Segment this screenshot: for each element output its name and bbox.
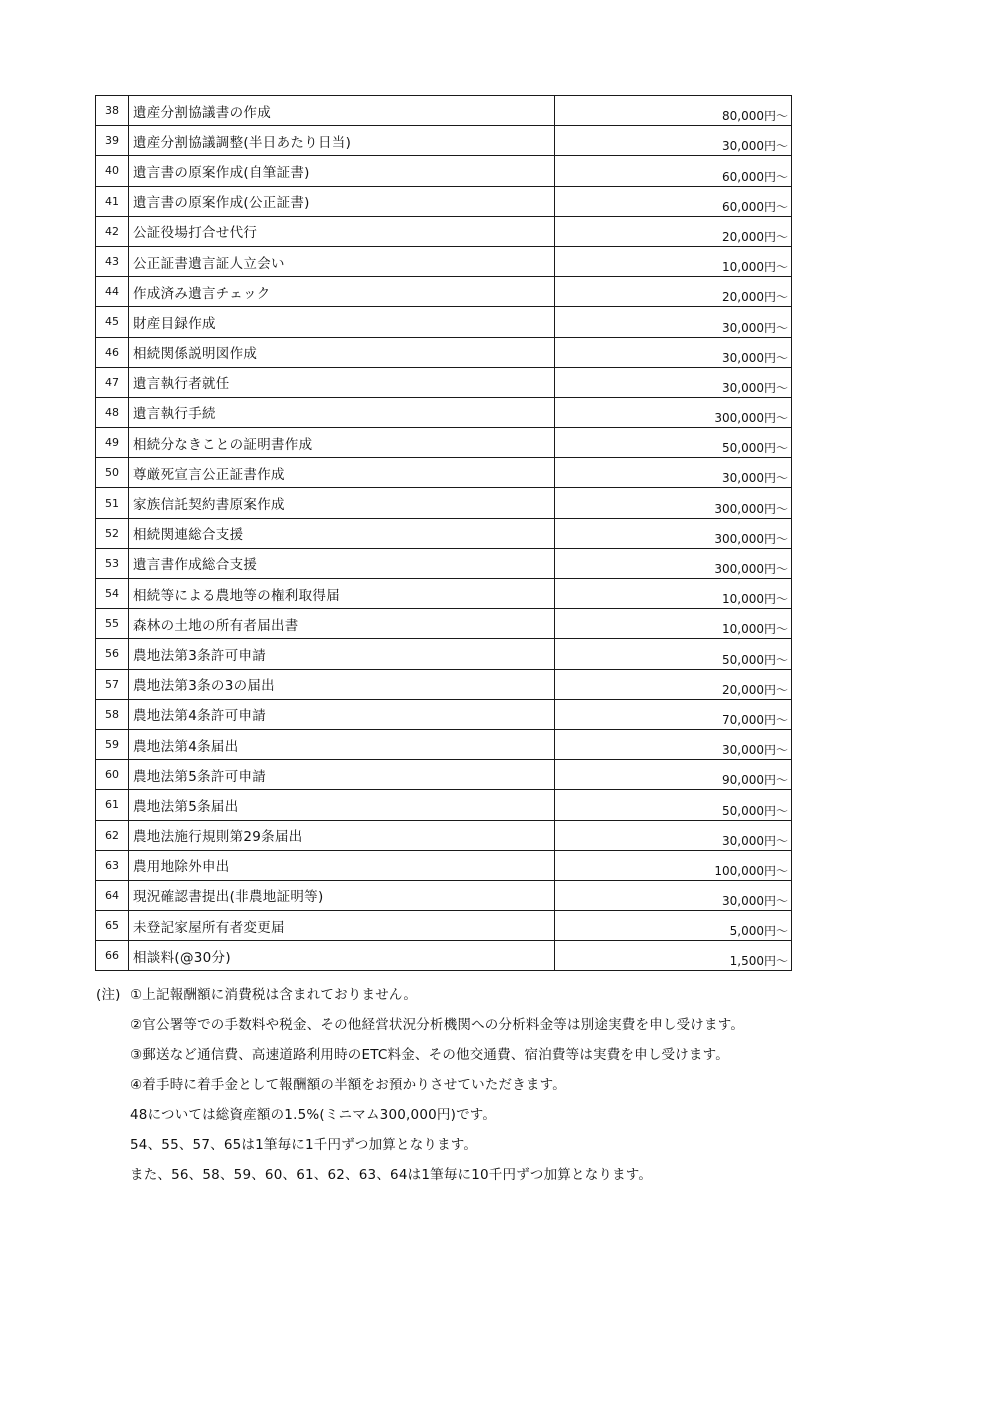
service-price: 90,000円～ bbox=[555, 760, 792, 790]
table-row bbox=[96, 307, 792, 337]
service-price: 10,000円～ bbox=[555, 609, 792, 639]
note-line: また、56、58、59、60、61、62、63、64は1筆毎に10千円ずつ加算となります。 bbox=[130, 1167, 653, 1183]
note-line: ③郵送など通信費、高速道路利用時のETC料金、その他交通費、宿泊費等は実費を申し受けます。 bbox=[130, 1047, 729, 1063]
table-row bbox=[96, 216, 792, 246]
service-price: 20,000円～ bbox=[555, 277, 792, 307]
service-price: 50,000円～ bbox=[555, 639, 792, 669]
table-row bbox=[96, 126, 792, 156]
row-number: 57 bbox=[96, 669, 129, 699]
table-row bbox=[96, 488, 792, 518]
note-line: 48については総資産額の1.5%(ミニマム300,000円)です。 bbox=[130, 1107, 497, 1123]
table-row bbox=[96, 186, 792, 216]
service-price: 30,000円～ bbox=[555, 126, 792, 156]
fee-table-body bbox=[96, 96, 792, 971]
row-number: 61 bbox=[96, 790, 129, 820]
table-row bbox=[96, 397, 792, 427]
table-row bbox=[96, 156, 792, 186]
service-price: 10,000円～ bbox=[555, 579, 792, 609]
service-price: 30,000円～ bbox=[555, 367, 792, 397]
row-number: 38 bbox=[96, 96, 129, 126]
service-name: 公証役場打合せ代行 bbox=[129, 216, 555, 246]
service-price: 300,000円～ bbox=[555, 397, 792, 427]
table-row bbox=[96, 246, 792, 276]
service-name: 財産目録作成 bbox=[129, 307, 555, 337]
service-name: 農地法第5条許可申請 bbox=[129, 760, 555, 790]
service-price: 30,000円～ bbox=[555, 458, 792, 488]
service-name: 公正証書遺言証人立会い bbox=[129, 246, 555, 276]
row-number: 53 bbox=[96, 548, 129, 578]
service-name: 遺言書作成総合支援 bbox=[129, 548, 555, 578]
row-number: 49 bbox=[96, 428, 129, 458]
row-number: 45 bbox=[96, 307, 129, 337]
service-name: 農地法施行規則第29条届出 bbox=[129, 820, 555, 850]
service-price: 5,000円～ bbox=[555, 911, 792, 941]
service-name: 遺言書の原案作成(自筆証書) bbox=[129, 156, 555, 186]
row-number: 64 bbox=[96, 880, 129, 910]
service-name: 相続関係説明図作成 bbox=[129, 337, 555, 367]
table-row bbox=[96, 911, 792, 941]
note-line bbox=[96, 980, 956, 1010]
service-name: 農地法第3条許可申請 bbox=[129, 639, 555, 669]
table-row bbox=[96, 518, 792, 548]
service-price: 300,000円～ bbox=[555, 548, 792, 578]
row-number: 52 bbox=[96, 518, 129, 548]
table-row bbox=[96, 760, 792, 790]
table-row bbox=[96, 880, 792, 910]
notes-section bbox=[96, 980, 956, 1190]
service-price: 20,000円～ bbox=[555, 216, 792, 246]
service-name: 相談料(@30分) bbox=[129, 941, 555, 971]
service-name: 森林の土地の所有者届出書 bbox=[129, 609, 555, 639]
row-number: 47 bbox=[96, 367, 129, 397]
table-row bbox=[96, 428, 792, 458]
service-price: 30,000円～ bbox=[555, 820, 792, 850]
table-row bbox=[96, 579, 792, 609]
service-name: 農地法第4条許可申請 bbox=[129, 699, 555, 729]
service-price: 100,000円～ bbox=[555, 850, 792, 880]
note-line: ②官公署等での手数料や税金、その他経営状況分析機関への分析料金等は別途実費を申し受けます。 bbox=[130, 1017, 745, 1033]
note-line: ④着手時に着手金として報酬額の半額をお預かりさせていただきます。 bbox=[130, 1077, 566, 1093]
service-name: 尊厳死宣言公正証書作成 bbox=[129, 458, 555, 488]
row-number: 60 bbox=[96, 760, 129, 790]
row-number: 66 bbox=[96, 941, 129, 971]
service-name: 遺言執行手続 bbox=[129, 397, 555, 427]
table-row bbox=[96, 850, 792, 880]
table-row bbox=[96, 277, 792, 307]
table-row bbox=[96, 367, 792, 397]
service-price: 300,000円～ bbox=[555, 488, 792, 518]
table-row bbox=[96, 669, 792, 699]
service-price: 30,000円～ bbox=[555, 307, 792, 337]
table-row bbox=[96, 820, 792, 850]
row-number: 43 bbox=[96, 246, 129, 276]
service-price: 80,000円～ bbox=[555, 96, 792, 126]
table-row bbox=[96, 548, 792, 578]
service-name: 現況確認書提出(非農地証明等) bbox=[129, 880, 555, 910]
service-price: 30,000円～ bbox=[555, 337, 792, 367]
table-row bbox=[96, 609, 792, 639]
service-price: 50,000円～ bbox=[555, 790, 792, 820]
row-number: 44 bbox=[96, 277, 129, 307]
row-number: 50 bbox=[96, 458, 129, 488]
service-name: 遺産分割協議書の作成 bbox=[129, 96, 555, 126]
table-row bbox=[96, 790, 792, 820]
service-name: 未登記家屋所有者変更届 bbox=[129, 911, 555, 941]
service-name: 家族信託契約書原案作成 bbox=[129, 488, 555, 518]
service-price: 10,000円～ bbox=[555, 246, 792, 276]
service-name: 農地法第3条の3の届出 bbox=[129, 669, 555, 699]
service-price: 70,000円～ bbox=[555, 699, 792, 729]
row-number: 42 bbox=[96, 216, 129, 246]
service-price: 20,000円～ bbox=[555, 669, 792, 699]
service-name: 農地法第5条届出 bbox=[129, 790, 555, 820]
service-name: 遺言執行者就任 bbox=[129, 367, 555, 397]
service-price: 300,000円～ bbox=[555, 518, 792, 548]
row-number: 40 bbox=[96, 156, 129, 186]
service-price: 30,000円～ bbox=[555, 880, 792, 910]
table-row bbox=[96, 458, 792, 488]
service-name: 相続関連総合支援 bbox=[129, 518, 555, 548]
row-number: 55 bbox=[96, 609, 129, 639]
service-name: 遺産分割協議調整(半日あたり日当) bbox=[129, 126, 555, 156]
table-row bbox=[96, 729, 792, 759]
service-name: 作成済み遺言チェック bbox=[129, 277, 555, 307]
row-number: 63 bbox=[96, 850, 129, 880]
fee-table bbox=[95, 95, 792, 971]
row-number: 39 bbox=[96, 126, 129, 156]
service-price: 30,000円～ bbox=[555, 729, 792, 759]
table-row bbox=[96, 337, 792, 367]
note-text: ①上記報酬額に消費税は含まれておりません。 bbox=[130, 987, 418, 1003]
row-number: 46 bbox=[96, 337, 129, 367]
row-number: 54 bbox=[96, 579, 129, 609]
note-line: 54、55、57、65は1筆毎に1千円ずつ加算となります。 bbox=[130, 1137, 478, 1153]
service-price: 60,000円～ bbox=[555, 186, 792, 216]
table-row bbox=[96, 699, 792, 729]
row-number: 56 bbox=[96, 639, 129, 669]
table-row bbox=[96, 639, 792, 669]
row-number: 51 bbox=[96, 488, 129, 518]
table-row bbox=[96, 96, 792, 126]
service-name: 農地法第4条届出 bbox=[129, 729, 555, 759]
service-name: 相続等による農地等の権利取得届 bbox=[129, 579, 555, 609]
service-name: 遺言書の原案作成(公正証書) bbox=[129, 186, 555, 216]
service-price: 1,500円～ bbox=[555, 941, 792, 971]
row-number: 41 bbox=[96, 186, 129, 216]
note-prefix: (注) bbox=[96, 987, 121, 1003]
row-number: 48 bbox=[96, 397, 129, 427]
row-number: 59 bbox=[96, 729, 129, 759]
row-number: 62 bbox=[96, 820, 129, 850]
row-number: 58 bbox=[96, 699, 129, 729]
service-name: 農用地除外申出 bbox=[129, 850, 555, 880]
service-name: 相続分なきことの証明書作成 bbox=[129, 428, 555, 458]
service-price: 60,000円～ bbox=[555, 156, 792, 186]
table-row bbox=[96, 941, 792, 971]
service-price: 50,000円～ bbox=[555, 428, 792, 458]
row-number: 65 bbox=[96, 911, 129, 941]
